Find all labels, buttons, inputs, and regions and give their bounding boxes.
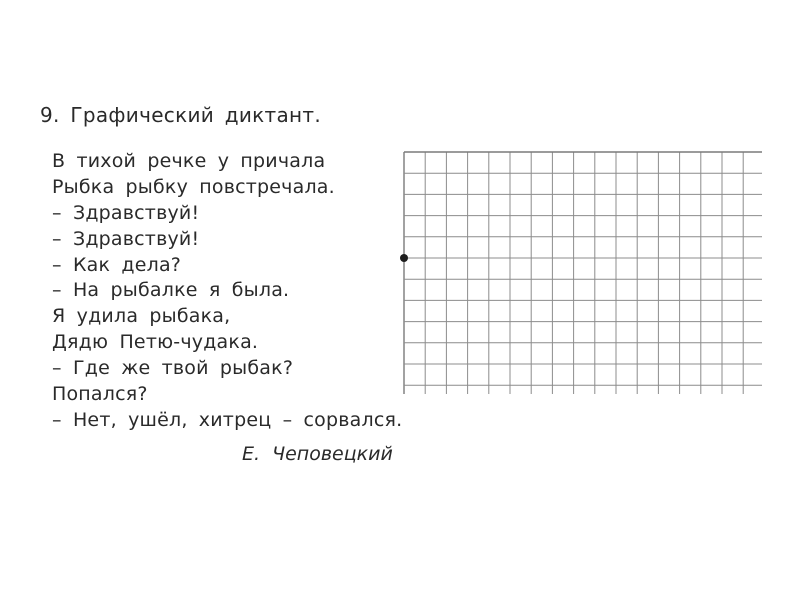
poem-line: – Здравствуй! [52, 201, 200, 224]
poem-line: – Здравствуй! [52, 227, 200, 250]
poem-line: – На рыбалке я была. [52, 279, 290, 302]
poem-line: В тихой речке у причала [52, 150, 326, 172]
dictation-grid[interactable] [398, 150, 762, 398]
poem-line: – Как дела? [52, 253, 182, 276]
grid-lines [398, 150, 762, 394]
poem [52, 149, 402, 434]
poem-line: Дядю Петю-чудака. [52, 331, 259, 354]
poem-author: Е. Чеповецкий [242, 443, 393, 465]
poem-line: Попался? [52, 383, 148, 406]
start-point-dot [400, 254, 408, 262]
poem-line: – Нет, ушёл, хитрец – сорвался. [52, 408, 403, 431]
poem-line: Рыбка рыбку повстречала. [52, 175, 335, 198]
exercise-heading: 9. Графический диктант. [40, 103, 322, 127]
poem-line: – Где же твой рыбак? [52, 357, 294, 380]
poem-line: Я удила рыбака, [52, 305, 231, 328]
